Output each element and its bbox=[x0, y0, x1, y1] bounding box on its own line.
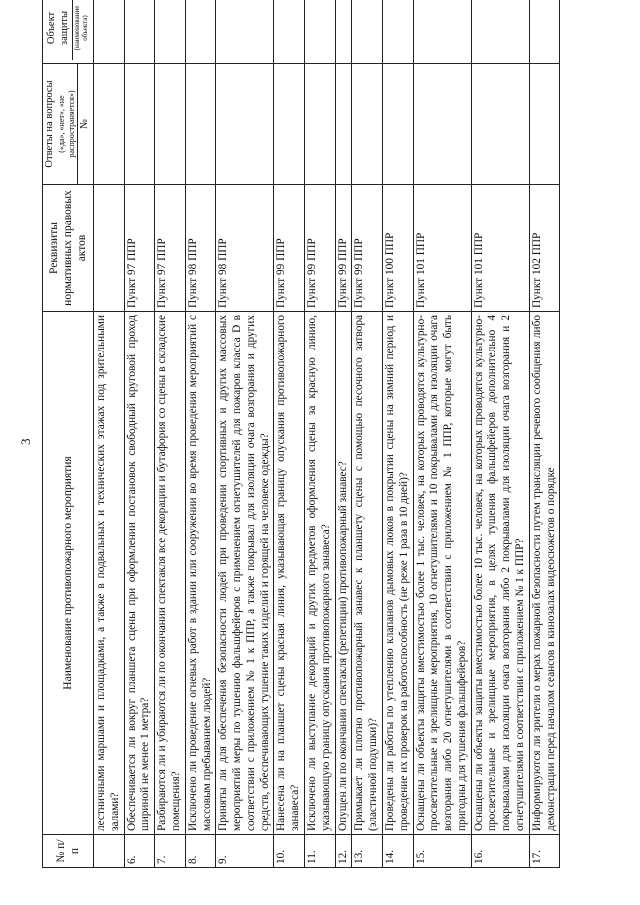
table-row bbox=[185, 0, 216, 868]
header-num: № п/п bbox=[43, 835, 94, 868]
header-object-title: Объект защиты bbox=[46, 10, 71, 46]
row-measure-name: лестничными маршами и площадками, а также в подвальных и технических этажах под зрительными залами? bbox=[94, 312, 125, 835]
row-number: 16. bbox=[471, 835, 529, 868]
row-number: 6. bbox=[124, 835, 155, 868]
header-object-sub: (наименование объекта) bbox=[72, 0, 90, 60]
header-name: Наименование противопожарного мероприятия bbox=[43, 312, 94, 835]
row-answer bbox=[529, 64, 560, 185]
row-answer bbox=[274, 64, 305, 185]
table-row bbox=[216, 0, 274, 868]
row-measure-name: Обеспечивается ли вокруг планшета сцены при оформлении постановок свободный круговой проход шириной не менее 1 метра? bbox=[124, 312, 155, 835]
table-row bbox=[352, 0, 383, 868]
row-number: 11. bbox=[305, 835, 336, 868]
row-requisites: Пункт 98 ППР bbox=[185, 185, 216, 312]
row-object bbox=[274, 0, 305, 64]
row-object bbox=[216, 0, 274, 64]
row-answer bbox=[185, 64, 216, 185]
page-number: 3 bbox=[18, 438, 33, 445]
row-object bbox=[352, 0, 383, 64]
row-measure-name: Приняты ли для обеспечения безопасности людей при проведении спортивных и других массовых мероприятий меры по тушению фальшфейеров с применением огнетушителей для пожаров класса D в соответствии с приложением № 1 к ППР, а также покрывал для изоляции очага возгорания и других средств, обеспечивающих тушение таких изделий и горящей на человеке одежды? bbox=[216, 312, 274, 835]
row-object bbox=[529, 0, 560, 64]
row-answer bbox=[155, 64, 186, 185]
header-row bbox=[43, 0, 78, 868]
table-row bbox=[94, 0, 125, 868]
table-row bbox=[471, 0, 529, 868]
row-number: 17. bbox=[529, 835, 560, 868]
row-number: 9. bbox=[216, 835, 274, 868]
row-answer bbox=[382, 64, 413, 185]
row-measure-name: Информируются ли зрители о мерах пожарной безопасности путем трансляции речевого сообщения либо демонстрации перед началом сеансов в кинозалах видеосюжетов о порядке bbox=[529, 312, 560, 835]
header-answers-title: Ответы на вопросы bbox=[44, 80, 55, 168]
row-answer bbox=[94, 64, 125, 185]
row-object bbox=[185, 0, 216, 64]
row-requisites: Пункт 97 ППР bbox=[155, 185, 186, 312]
rotated-page bbox=[42, 5, 602, 868]
row-requisites: Пункт 99 ППР bbox=[335, 185, 352, 312]
header-object bbox=[43, 0, 94, 64]
row-requisites: Пункт 99 ППР bbox=[352, 185, 383, 312]
row-number: 15. bbox=[413, 835, 471, 868]
row-measure-name: Примыкает ли плотно противопожарный занавес к планшету сцены с помощью песочного затвора (эластичной подушки)? bbox=[352, 312, 383, 835]
table-row bbox=[305, 0, 336, 868]
row-answer bbox=[305, 64, 336, 185]
row-object bbox=[413, 0, 471, 64]
row-number: 10. bbox=[274, 835, 305, 868]
row-requisites: Пункт 98 ППР bbox=[216, 185, 274, 312]
row-measure-name: Оснащены ли объекты защиты вместимостью более 10 тыс. человек, на которых проводятся культурно-просветительные и зрелищные мероприятия, в целях тушения фальшфейеров дополнительно 4 покрывалами для изоляции очага возгорания либо 2 покрывалами для изоляции очага возгорания и 2 огнетушителями в соответствии с приложением № 1 к ППР? bbox=[471, 312, 529, 835]
table-row bbox=[124, 0, 155, 868]
row-answer bbox=[471, 64, 529, 185]
header-answers-sub: («да», «нет», «не распространяется») bbox=[56, 90, 76, 158]
row-number bbox=[94, 835, 125, 868]
row-measure-name: Разбираются ли и убираются ли по окончании спектакля все декорации и бутафория со сцены в складские помещения? bbox=[155, 312, 186, 835]
row-number: 13. bbox=[352, 835, 383, 868]
row-measure-name: Оснащены ли объекты защиты вместимостью более 1 тыс. человек, на которых проводятся культурно-просветительные и зрелищные мероприятия, 10 огнетушителями и 10 покрывалами для изоляции очага возгорания либо 20 огнетушителями в соответствии с приложением № 1 ППР, которые могут быть пригодны для тушения фальшфейеров? bbox=[413, 312, 471, 835]
table-row bbox=[529, 0, 560, 868]
row-object bbox=[94, 0, 125, 64]
row-measure-name: Нанесена ли на планшет сцены красная линия, указывающая границу опускания противопожарного занавеса? bbox=[274, 312, 305, 835]
row-object bbox=[382, 0, 413, 64]
row-object bbox=[305, 0, 336, 64]
row-object bbox=[471, 0, 529, 64]
header-object-no: № bbox=[78, 64, 94, 185]
row-number: 12. bbox=[335, 835, 352, 868]
row-measure-name: Опущен ли по окончании спектакля (репетиции) противопожарный занавес? bbox=[335, 312, 352, 835]
row-answer bbox=[352, 64, 383, 185]
table-row bbox=[382, 0, 413, 868]
row-answer bbox=[216, 64, 274, 185]
table-row bbox=[155, 0, 186, 868]
table-row bbox=[413, 0, 471, 868]
header-requisites: Реквизиты нормативных правовых актов bbox=[43, 185, 94, 312]
row-requisites: Пункт 100 ППР bbox=[382, 185, 413, 312]
row-number: 14. bbox=[382, 835, 413, 868]
row-number: 8. bbox=[185, 835, 216, 868]
row-requisites: Пункт 99 ППР bbox=[274, 185, 305, 312]
table-row bbox=[274, 0, 305, 868]
row-measure-name: Исключено ли проведение огневых работ в здании или сооружении во время проведения мероприятий с массовым пребыванием людей? bbox=[185, 312, 216, 835]
checklist-table bbox=[42, 0, 560, 868]
row-requisites: Пункт 99 ППР bbox=[305, 185, 336, 312]
row-object bbox=[335, 0, 352, 64]
row-object bbox=[124, 0, 155, 64]
row-requisites: Пункт 97 ППР bbox=[124, 185, 155, 312]
row-requisites: Пункт 101 ППР bbox=[471, 185, 529, 312]
row-number: 7. bbox=[155, 835, 186, 868]
row-measure-name: Проведены ли работы по утеплению клапанов дымовых люков в покрытии сцены на зимний период и проведение их проверок на работоспособность (не реже 1 раза в 10 дней)? bbox=[382, 312, 413, 835]
row-requisites bbox=[94, 185, 125, 312]
table-body bbox=[94, 0, 560, 868]
header-answers bbox=[43, 64, 78, 185]
row-answer bbox=[413, 64, 471, 185]
row-measure-name: Исключено ли выступание декораций и других предметов оформления сцены за красную линию, указывающую границу опускания противопожарного занавеса? bbox=[305, 312, 336, 835]
row-requisites: Пункт 101 ППР bbox=[413, 185, 471, 312]
row-answer bbox=[124, 64, 155, 185]
row-requisites: Пункт 102 ППР bbox=[529, 185, 560, 312]
row-answer bbox=[335, 64, 352, 185]
row-object bbox=[155, 0, 186, 64]
table-row bbox=[335, 0, 352, 868]
